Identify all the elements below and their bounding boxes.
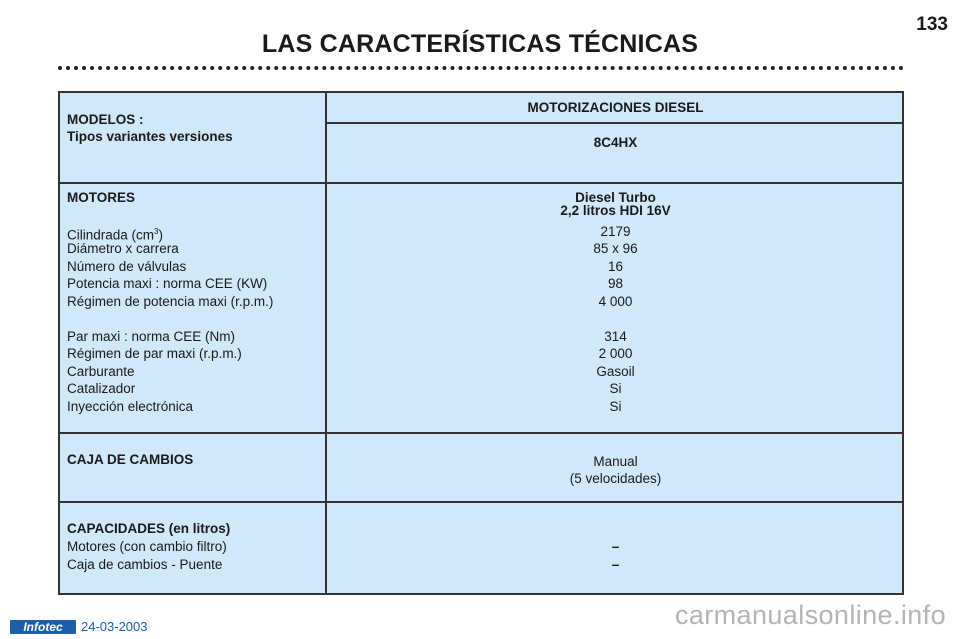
spec-row-value: 98 (607, 276, 624, 291)
gearbox-speeds: (5 velocidades) (569, 471, 662, 486)
technical-specs-table (58, 91, 904, 595)
page-number: 133 (916, 14, 948, 35)
infotec-logo: Infotec (10, 620, 76, 634)
capacity-row-value: – (611, 539, 620, 554)
spec-row-value: 85 x 96 (593, 241, 638, 256)
capacity-row-value: – (611, 557, 620, 572)
spec-row-label: Par maxi : norma CEE (Nm) (67, 329, 236, 344)
spec-row-value: Gasoil (596, 364, 635, 379)
engine-type-line1: Diesel Turbo (575, 190, 656, 205)
watermark: carmanualsonline.info (674, 600, 946, 630)
row-divider (325, 122, 902, 124)
spec-row-value: 2 000 (598, 346, 633, 361)
row-divider (60, 182, 902, 184)
spec-row-value: Si (609, 381, 622, 396)
spec-row-value: 16 (607, 259, 624, 274)
spec-row-label: Potencia maxi : norma CEE (KW) (67, 276, 268, 291)
gearbox-label: CAJA DE CAMBIOS (67, 452, 194, 467)
footer-date: 24-03-2003 (81, 619, 148, 634)
spec-row-label: Inyección electrónica (67, 399, 194, 414)
variants-label: Tipos variantes versiones (67, 129, 233, 144)
spec-row-label: Número de válvulas (67, 259, 187, 274)
spec-row-value: 2179 (600, 224, 631, 239)
page-title: LAS CARACTERÍSTICAS TÉCNICAS (261, 30, 699, 58)
spec-row-value: Si (609, 399, 622, 414)
engines-label: MOTORES (67, 190, 136, 205)
spec-row-value: 314 (604, 329, 627, 344)
row-divider (60, 501, 902, 503)
capacities-label: CAPACIDADES (en litros) (67, 521, 231, 536)
spec-row-value: 4 000 (598, 294, 633, 309)
gearbox-type: Manual (593, 454, 638, 469)
spec-row-label: Régimen de potencia maxi (r.p.m.) (67, 294, 274, 309)
engine-code: 8C4HX (593, 135, 638, 150)
spec-row-label: Cilindrada $(cm^3)$ (67, 227, 163, 243)
models-label: MODELOS : (67, 112, 144, 127)
row-divider (60, 432, 902, 434)
spec-row-label: Régimen de par maxi (r.p.m.) (67, 346, 242, 361)
motorizations-header: MOTORIZACIONES DIESEL (527, 100, 704, 115)
spec-row-label: Diámetro x carrera (67, 241, 179, 256)
capacity-row-label: Caja de cambios - Puente (67, 557, 223, 572)
dotted-divider (58, 66, 904, 70)
spec-row-label: Carburante (67, 364, 135, 379)
capacity-row-label: Motores (con cambio filtro) (67, 539, 227, 554)
engine-type-line2: 2,2 litros HDI 16V (560, 203, 671, 218)
spec-row-label: Catalizador (67, 381, 136, 396)
